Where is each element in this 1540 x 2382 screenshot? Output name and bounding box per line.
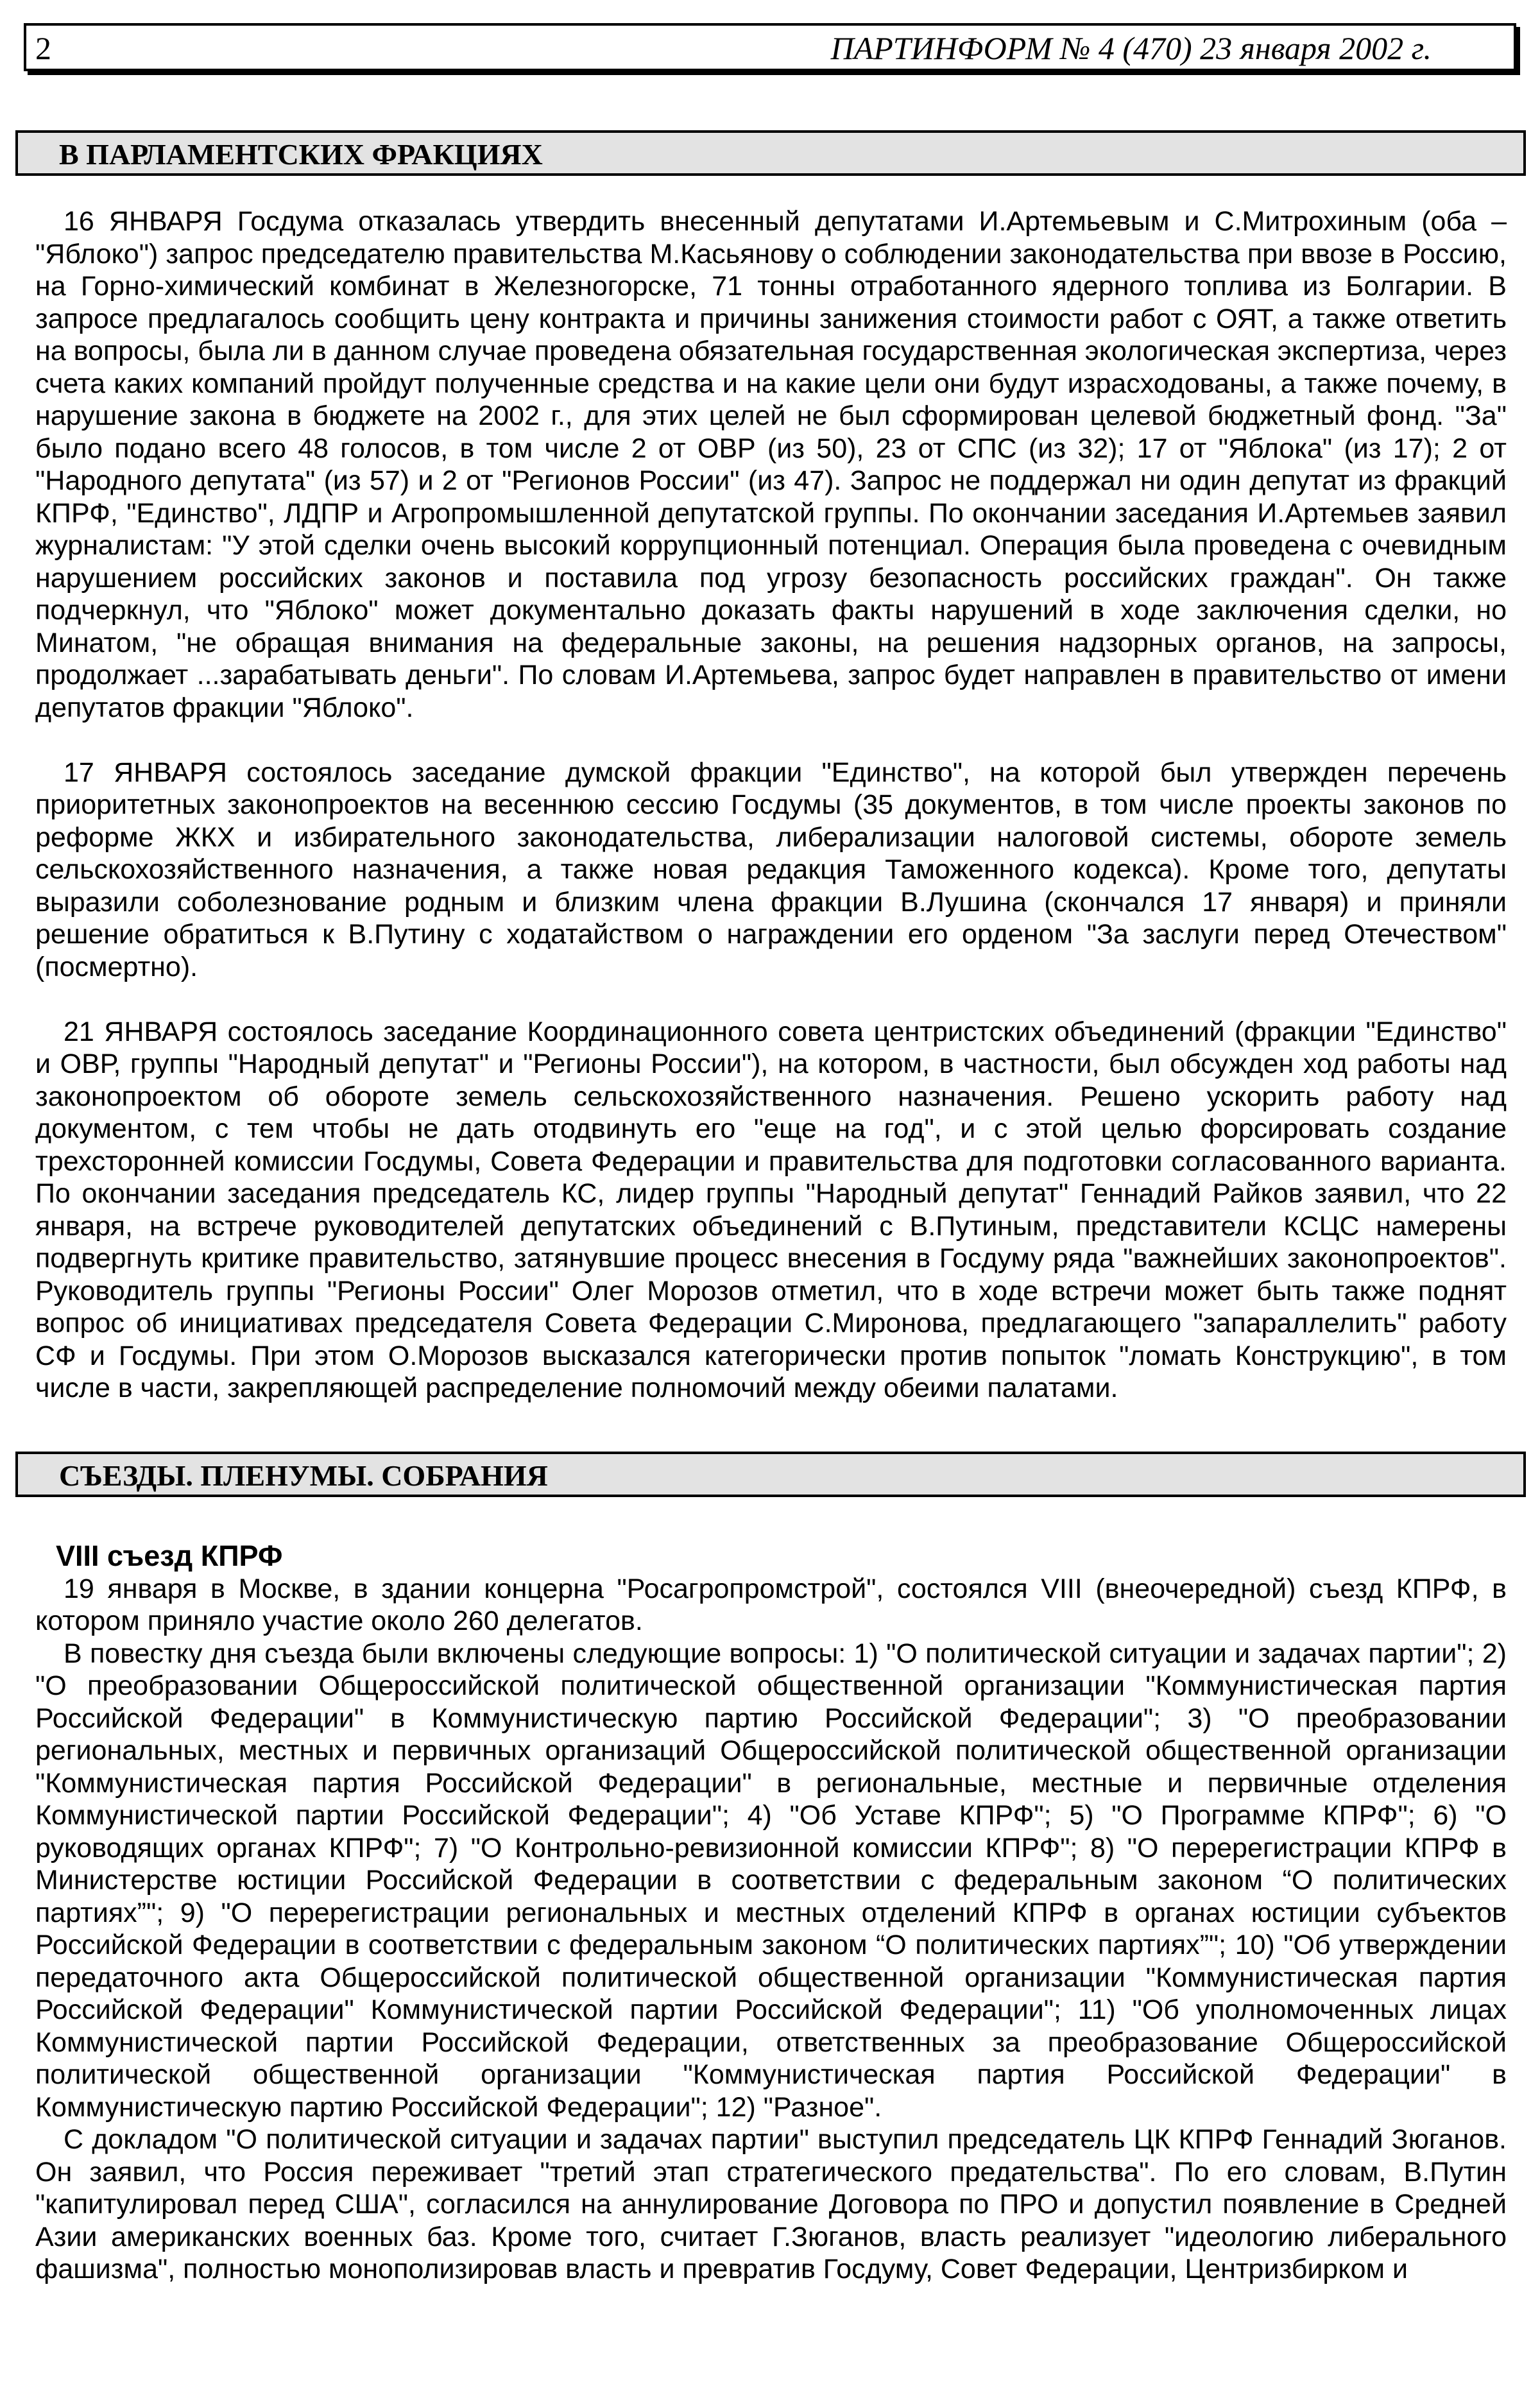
section-title: СЪЕЗДЫ. ПЛЕНУМЫ. СОБРАНИЯ (59, 1459, 548, 1492)
article-paragraph: 19 января в Москве, в здании концерна "Росагропромстрой", состоялся VIII (внеочередной) съезд КПРФ, в котором приняло участие около 260 делегатов. (35, 1573, 1507, 1636)
article-paragraph: С докладом "О политической ситуации и задачах партии" выступил председатель ЦК КПРФ Геннадий Зюганов. Он заявил, что Россия переживает "третий этап стратегического предательства". По его словам, В.Путин "капитулировал перед США", согласился на аннулирование Договора по ПРО и допустил появление в Средней Азии американских военных баз. Кроме того, считает Г.Зюганов, власть реализует "идеологию либерального фашизма", полностью монополизировав власть и превратив Госдуму, Совет Федерации, Центризбирком и (35, 2124, 1507, 2284)
section-body-parliament-factions (35, 205, 1507, 1405)
article-paragraph: 21 ЯНВАРЯ состоялось заседание Координационного совета центристских объединений (фракции "Единство" и ОВР, группы "Народный депутат" и "Регионы России"), на котором, в частности, был обсужден ход работы над законопроектом об обороте земель сельскохозяйственного назначения. Решено ускорить работу над документом, с тем чтобы не дать отодвинуть его "еще на год", и с этой целью форсировать создание трехсторонней комиссии Госдумы, Совета Федерации и правительства для подготовки согласованного варианта. По окончании заседания председатель КС, лидер группы "Народный депутат" Геннадий Райков заявил, что 22 января, на встрече руководителей депутатских объединений с В.Путиным, представители КСЦС намерены подвергнуть критике правительство, затянувшие процесс внесения в Госдуму ряда "важнейших законопроектов". Руководитель группы "Регионы России" Олег Морозов отметил, что в ходе встречи может быть также поднят вопрос об инициативах председателя Совета Федерации С.Миронова, предлагающего "запараллелить" работу СФ и Госдумы. При этом О.Морозов высказался категорически против попыток "ломать Конструкцию", в том числе в части, закрепляющей распределение полномочий между обеими палатами. (35, 1016, 1507, 1403)
article-paragraph: 16 ЯНВАРЯ Госдума отказалась утвердить внесенный депутатами И.Артемьевым и С.Митрохиным (оба – "Яблоко") запрос председателю правительства М.Касьянову о соблюдении законодательства при ввозе в Россию, на Горно-химический комбинат в Железногорске, 71 тонны отработанного ядерного топлива из Болгарии. В запросе предлагалось сообщить цену контракта и причины занижения стоимости работ с ОЯТ, а также ответить на вопросы, была ли в данном случае проведена обязательная государственная экологическая экспертиза, через счета каких компаний пройдут полученные средства и на какие цели они будут израсходованы, а также почему, в нарушение закона в бюджете на 2002 г., для этих целей не был сформирован целевой бюджетный фонд. "За" было подано всего 48 голосов, в том числе 2 от ОВР (из 50), 23 от СПС (из 32); 17 от "Яблока" (из 17); 2 от "Народного депутата" (из 57) и 2 от "Регионов России" (из 47). Запрос не поддержал ни один депутат из фракций КПРФ, "Единство", ЛДПР и Агропромышленной депутатской группы. По окончании заседания И.Артемьев заявил журналистам: "У этой сделки очень высокий коррупционный потенциал. Операция была проведена с очевидным нарушением российских законов и поставила под угрозу безопасность российских граждан". Он также подчеркнул, что "Яблоко" может документально доказать факты нарушений в ходе заключения сделки, но Минатом, "не обращая внимания на федеральные законы, на решения надзорных органов, на запросы, продолжает ...зарабатывать деньги". По словам И.Артемьева, запрос будет направлен в правительство от имени депутатов фракции "Яблоко". (35, 206, 1507, 723)
page-number: 2 (35, 30, 51, 66)
section-header-parliament-factions (15, 130, 1526, 176)
article-paragraph: 17 ЯНВАРЯ состоялось заседание думской фракции "Единство", на которой был утвержден перечень приоритетных законопроектов на весеннюю сессию Госдумы (35 документов, в том числе проекты законов по реформе ЖКХ и избирательного законодательства, либерализации налоговой системы, обороте земель сельскохозяйственного назначения, а также новая редакция Таможенного кодекса). Кроме того, депутаты выразили соболезнование родным и близким члена фракции В.Лушина (скончался 17 января) и приняли решение обратиться к В.Путину с ходатайством о награждении его орденом "За заслуги перед Отечеством" (посмертно). (35, 757, 1507, 982)
article-paragraph: В повестку дня съезда были включены следующие вопросы: 1) "О политической ситуации и задачах партии"; 2) "О преобразовании Общероссийской политической общественной организации "Коммунистическая партия Российской Федерации" в Коммунистическую партию Российской Федерации"; 3) "О преобразовании региональных, местных и первичных организаций Общероссийской политической общественной организации "Коммунистическая партия Российской Федерации" в региональные, местные и первичные отделения Коммунистической партии Российской Федерации"; 4) "Об Уставе КПРФ"; 5) "О Программе КПРФ"; 6) "О руководящих органах КПРФ"; 7) "О Контрольно-ревизионной комиссии КПРФ"; 8) "О перерегистрации КПРФ в Министерстве юстиции Российской Федерации в соответствии с федеральным законом “О политических партиях”"; 9) "О перерегистрации региональных и местных отделений КПРФ в органах юстиции субъектов Российской Федерации в соответствии с федеральным законом “О политических партиях”"; 10) "Об утверждении передаточного акта Общероссийской политической общественной организации "Коммунистическая партия Российской Федерации" Коммунистической партии Российской Федерации"; 11) "Об уполномоченных лицах Коммунистической партии Российской Федерации, ответственных за преобразование Общероссийской политической общественной организации "Коммунистическая партия Российской Федерации" в Коммунистическую партию Российской Федерации"; 12) "Разное". (35, 1638, 1507, 2123)
section-header-congresses (15, 1452, 1526, 1497)
page-header (24, 23, 1516, 71)
section-title: В ПАРЛАМЕНТСКИХ ФРАКЦИЯХ (59, 138, 543, 171)
section-body-congresses (35, 1540, 1507, 2286)
article-subheading: VIII съезд КПРФ (56, 1539, 283, 1572)
issue-info: ПАРТИНФОРМ № 4 (470) 23 января 2002 г. (830, 30, 1432, 66)
